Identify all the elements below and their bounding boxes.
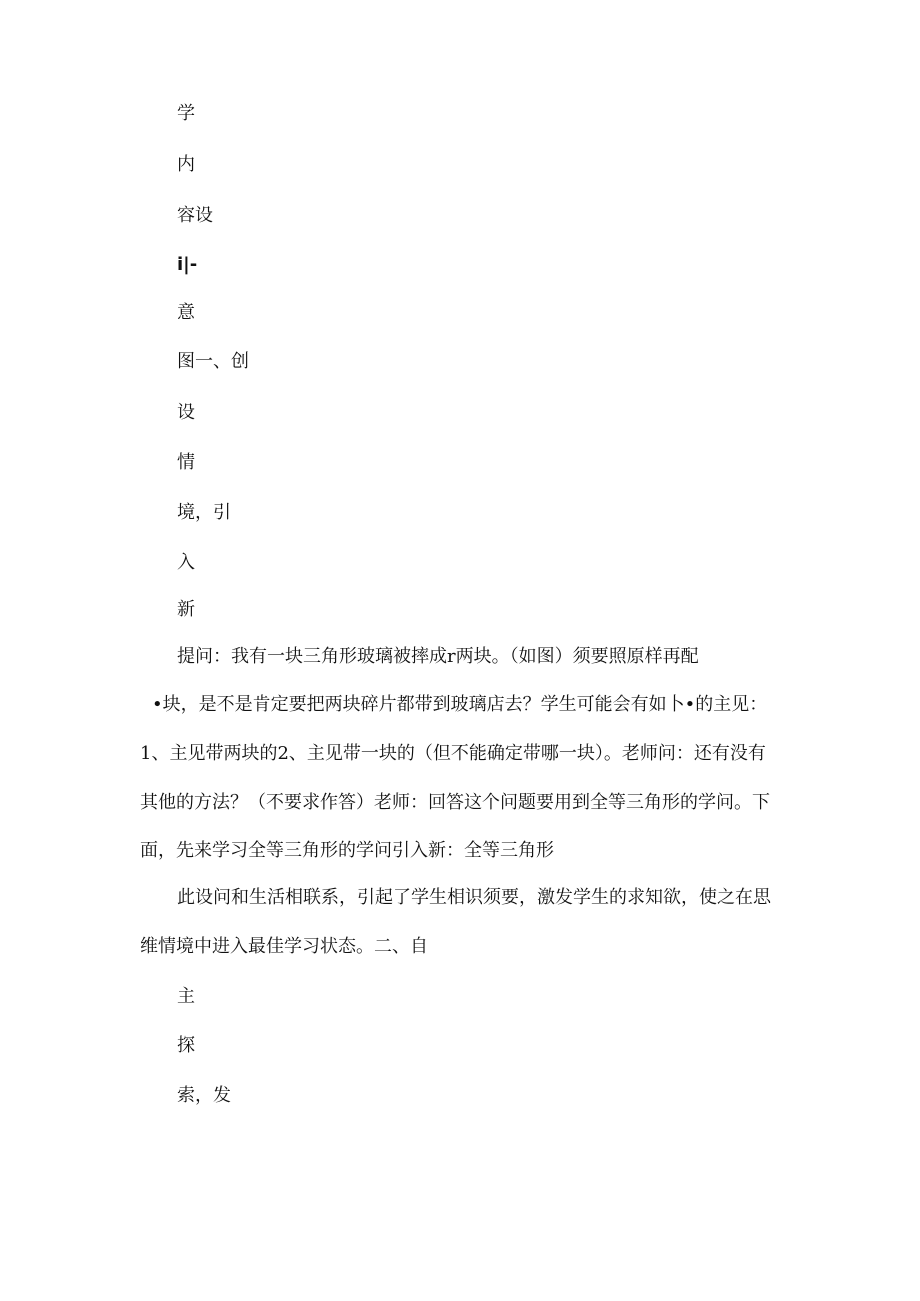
fragment-line: 容设 [177, 205, 213, 226]
paragraph-line: 面，先来学习全等三角形的学问引入新：全等三角形 [140, 840, 554, 861]
fragment-line: 图一、创 [177, 351, 249, 372]
fragment-line: 主 [177, 986, 195, 1007]
paragraph-line: 此设问和生活相联系，引起了学生相识须要，激发学生的求知欲，使之在思 [177, 887, 771, 908]
paragraph-line: •块，是不是肯定要把两块碎片都带到玻璃店去？学生可能会有如卜•的主见： [152, 694, 768, 715]
paragraph-line: 1、主见带两块的2、主见带一块的（但不能确定带哪一块）。老师问：还有没有 [140, 743, 766, 764]
fragment-line: 意 [177, 302, 195, 323]
fragment-line: i|- [177, 254, 198, 275]
fragment-line: 学 [177, 103, 195, 124]
fragment-line: 境，引 [177, 502, 231, 523]
fragment-line: 新 [177, 599, 195, 620]
paragraph-line: 提问：我有一块三角形玻璃被摔成r两块。（如图）须要照原样再配 [177, 646, 699, 667]
paragraph-line: 其他的方法？（不要求作答）老师：回答这个问题要用到全等三角形的学问。下 [140, 792, 770, 813]
fragment-line: 探 [177, 1035, 195, 1056]
fragment-line: 入 [177, 552, 195, 573]
fragment-line: 设 [177, 402, 195, 423]
fragment-line: 情 [177, 452, 195, 473]
fragment-line: 索，发 [177, 1085, 231, 1106]
paragraph-line: 维情境中进入最佳学习状态。二、自 [140, 936, 428, 957]
fragment-line: 内 [177, 154, 195, 175]
